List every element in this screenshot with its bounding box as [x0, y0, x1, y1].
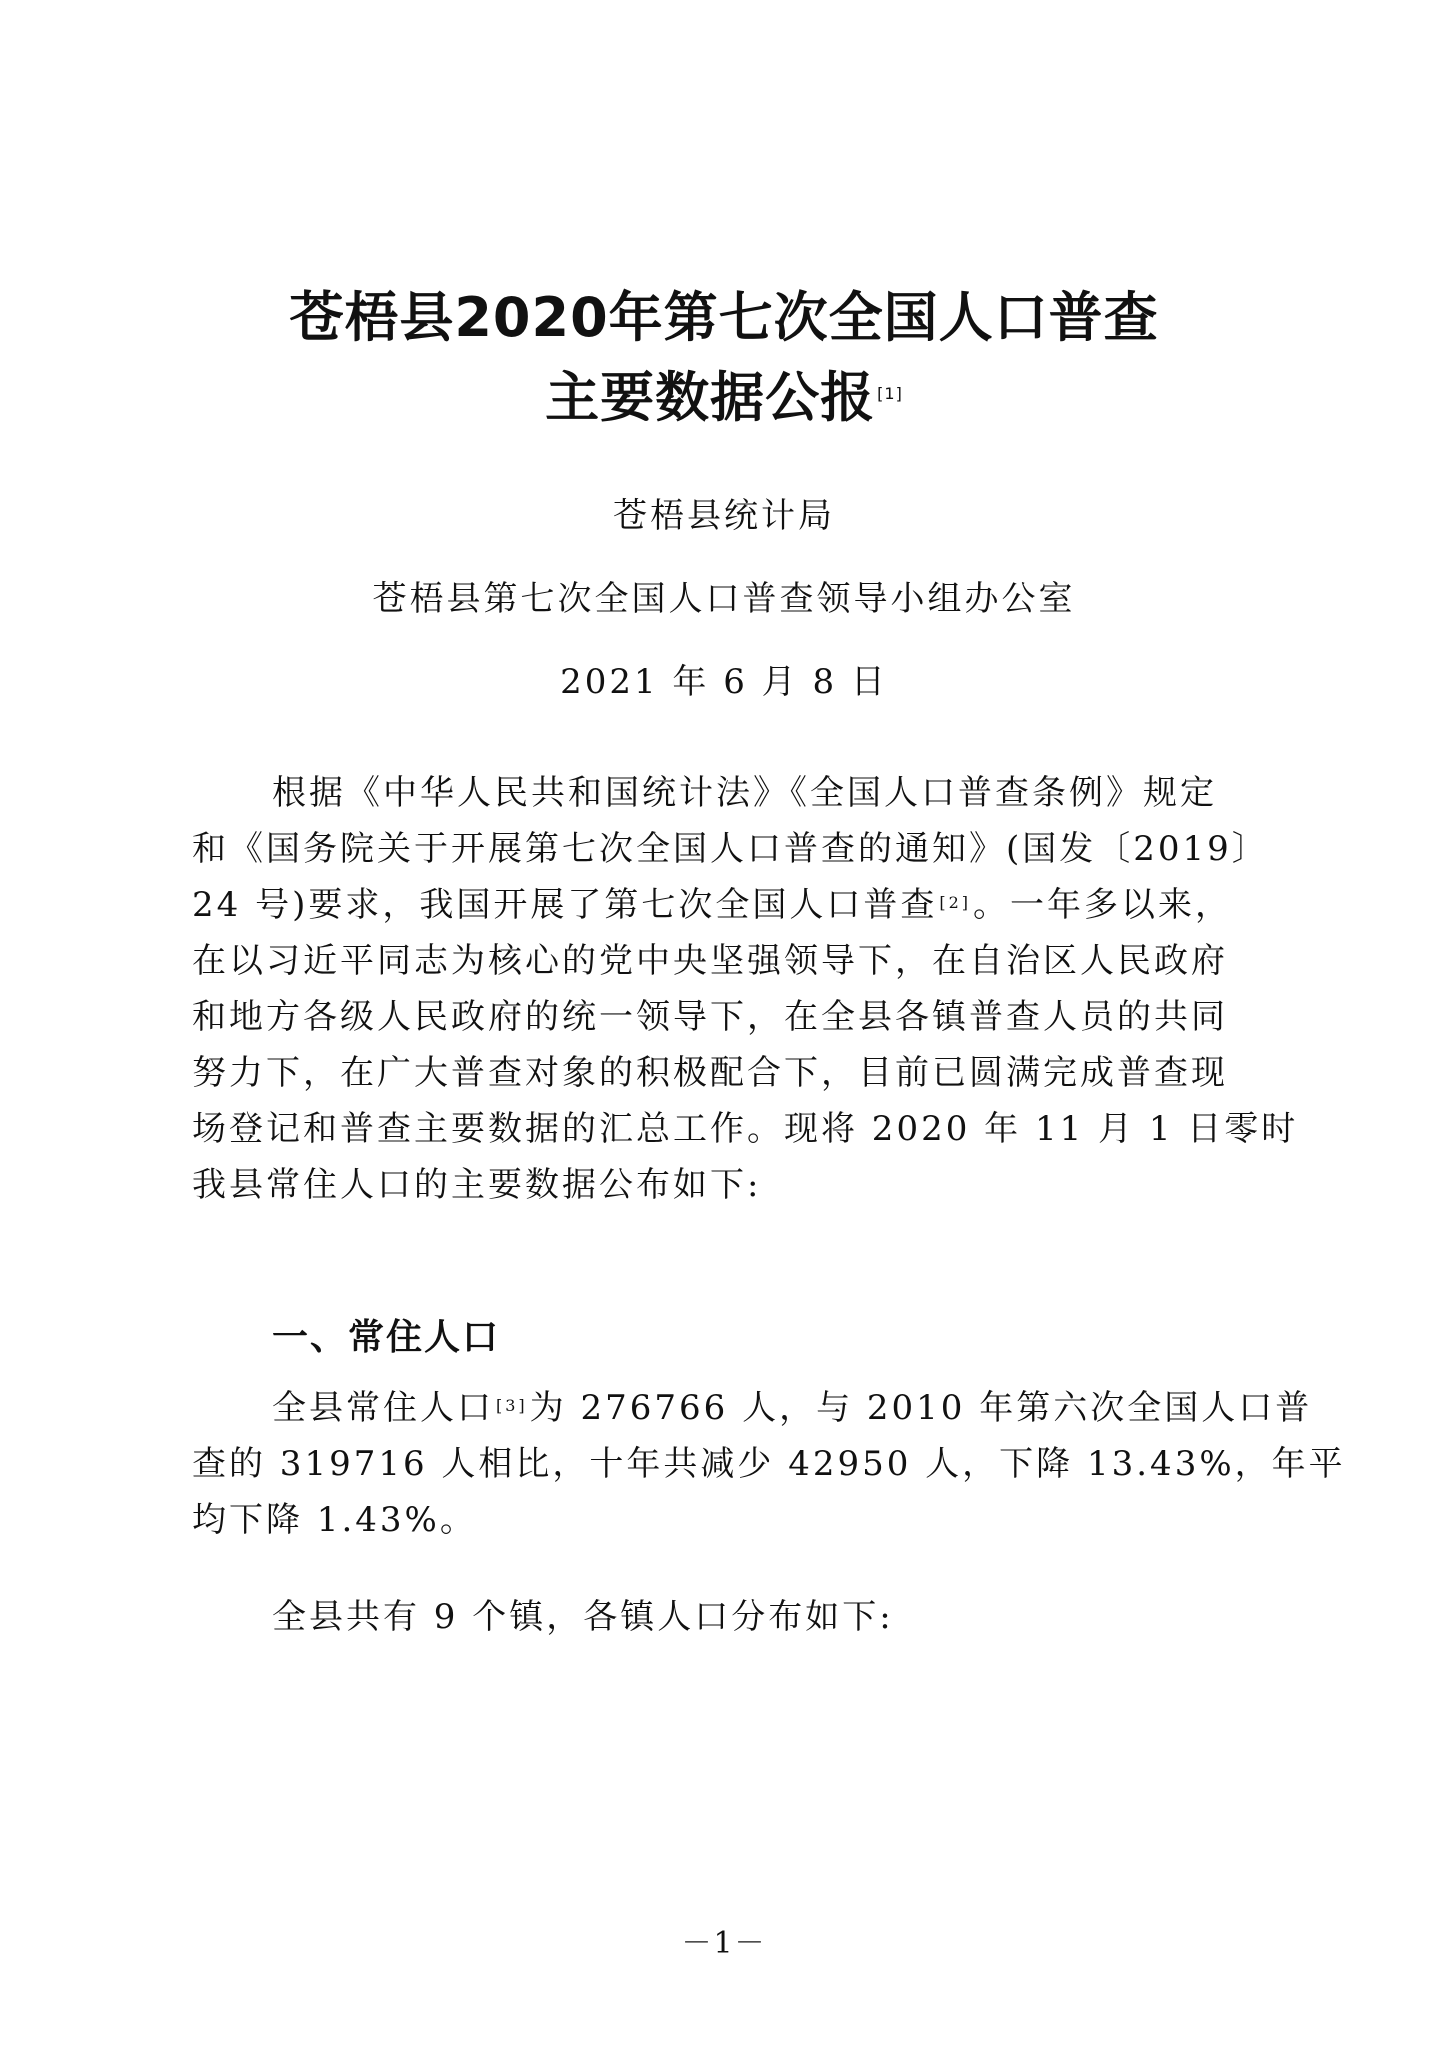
footnote-ref-3[interactable]: [3]	[496, 1396, 528, 1415]
intro-line-3	[192, 877, 1262, 933]
population-line-1a: 全县常住人口	[272, 1388, 494, 1428]
intro-line-3a: 24 号)要求，我国开展了第七次全国人口普查	[192, 885, 938, 925]
section-heading-resident-population: 一、常住人口	[272, 1317, 501, 1358]
page-number: －1－	[681, 1926, 767, 1961]
issuer-org-2: 苍梧县第七次全国人口普查领导小组办公室	[372, 579, 1076, 619]
intro-line-3b: 。一年多以来，	[973, 885, 1233, 925]
document-title-line1: 苍梧县2020年第七次全国人口普查	[289, 286, 1159, 349]
document-title-line2	[0, 366, 1448, 430]
issue-date: 2021 年 6 月 8 日	[560, 662, 888, 702]
intro-line-2: 和《国务院关于开展第七次全国人口普查的通知》(国发〔2019〕	[192, 829, 1269, 869]
intro-line-5: 和地方各级人民政府的统一领导下，在全县各镇普查人员的共同	[192, 997, 1228, 1037]
intro-line-6: 努力下，在广大普查对象的积极配合下，目前已圆满完成普查现	[192, 1053, 1228, 1093]
population-line-3: 均下降 1.43%。	[192, 1500, 477, 1540]
intro-paragraph	[192, 765, 1299, 1213]
footnote-ref-1[interactable]: [1]	[877, 384, 903, 403]
document-title-line2-text: 主要数据公报	[545, 366, 876, 429]
population-line-1b: 为 276766 人，与 2010 年第六次全国人口普	[529, 1388, 1313, 1428]
intro-line-1: 根据《中华人民共和国统计法》《全国人口普查条例》规定	[272, 773, 1217, 813]
issuer-org-1: 苍梧县统计局	[613, 496, 835, 536]
footnote-ref-2[interactable]: [2]	[939, 893, 972, 912]
population-paragraph	[192, 1380, 1346, 1548]
intro-line-8: 我县常住人口的主要数据公布如下:	[192, 1165, 762, 1205]
population-line-1	[192, 1380, 1313, 1436]
intro-line-4: 在以习近平同志为核心的党中央坚强领导下，在自治区人民政府	[192, 941, 1228, 981]
towns-line: 全县共有 9 个镇，各镇人口分布如下:	[272, 1597, 894, 1637]
population-line-2: 查的 319716 人相比，十年共减少 42950 人，下降 13.43%，年平	[192, 1444, 1346, 1484]
intro-line-7: 场登记和普查主要数据的汇总工作。现将 2020 年 11 月 1 日零时	[192, 1109, 1299, 1149]
towns-paragraph	[192, 1589, 1262, 1645]
